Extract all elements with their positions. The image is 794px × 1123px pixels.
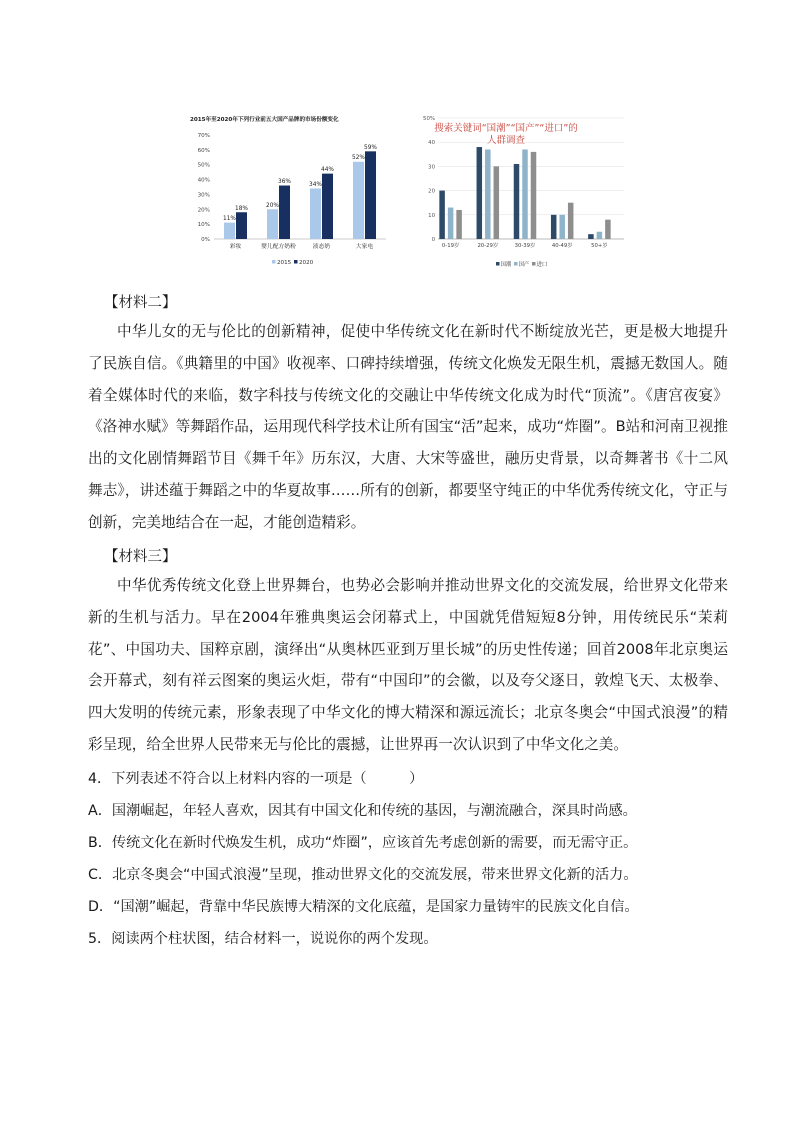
chart1-bar-2015 [224, 223, 235, 239]
chart1-bar-2020 [322, 174, 333, 239]
chart2-bar-进口 [605, 220, 611, 239]
chart1-legend-label: 2020 [299, 259, 314, 266]
question4-option-b: B．传统文化在新时代焕发生机，成功“炸圈”，应该首先考虑创新的需要，而无需守正。 [88, 835, 638, 851]
chart1-legend-label: 2015 [277, 259, 292, 266]
chart1-bar-2020 [236, 212, 247, 239]
chart2-category-label: 20-29岁 [477, 243, 499, 249]
chart2-bar-进口 [456, 210, 462, 239]
chart2-category-label: 0-19岁 [441, 243, 460, 249]
chart1-category-label: 婴儿配方奶粉 [261, 244, 296, 250]
chart1-ytick-label: 20% [197, 207, 210, 214]
chart1-value-label: 44% [321, 167, 334, 174]
chart2-bar-国潮 [439, 191, 445, 239]
question4-option-d: D．“国潮”崛起，背靠中华民族博大精深的文化底蕴，是国家力量铸牢的民族文化自信。 [88, 899, 639, 915]
chart1-legend-swatch [272, 260, 276, 264]
chart1-ytick-label: 10% [197, 222, 210, 229]
chart1-legend-swatch [294, 260, 298, 264]
chart2-bar-进口 [494, 166, 500, 239]
chart1-bar-2015 [267, 209, 278, 239]
material2-heading: 【材料二】 [104, 295, 177, 311]
question4-stem: 4．下列表述不符合以上材料内容的一项是（ ） [88, 771, 424, 787]
chart1-value-label: 36% [278, 179, 291, 186]
chart2-legend-swatch [532, 262, 536, 266]
chart2-legend-label: 进口 [536, 261, 548, 268]
material3-paragraph: 中华优秀传统文化登上世界舞台，也势必会影响并推动世界文化的交流发展，给世界文化带来新的生机与活力。早在2004年雅典奥运会闭幕式上，中国就凭借短短8分钟，用传统民乐“茉莉花”、中国功夫、国粹京剧，演绎出“从奥林匹亚到万里长城”的历史性传递；回首2008年北京奥运会开幕式，刻有祥云图案的奥运火炬，带有“中国印”的会徽，以及夸父逐日，敦煌飞天、太极拳、四大发明的传统元素，形象表现了中华文化的博大精深和源远流长；北京冬奥会“中国式浪漫”的精彩呈现，给全世界人民带来无与伦比的震撼，让世界再一次认识到了中华文化之美。 [88, 577, 728, 753]
chart1-bar-2020 [279, 186, 290, 239]
chart1-value-label: 34% [309, 181, 322, 188]
chart2-bar-国潮 [588, 234, 594, 239]
chart2-ytick-label: 10 [428, 212, 435, 219]
search-keyword-bar-chart [418, 110, 626, 272]
chart1-category-label: 液态奶 [312, 244, 331, 250]
chart1-ytick-label: 70% [197, 133, 210, 139]
chart2-ytick-label: 50% [423, 116, 435, 122]
chart2-ytick-label: 0 [431, 237, 435, 243]
question5-stem: 5．阅读两个柱状图，结合材料一，说说你的两个发现。 [88, 931, 438, 947]
chart2-bar-进口 [568, 203, 574, 239]
material3-heading: 【材料三】 [104, 549, 177, 565]
chart2-bar-国产 [559, 215, 565, 239]
chart2-category-label: 30-39岁 [514, 243, 536, 249]
chart2-legend-label: 国产 [518, 261, 530, 268]
chart1-title: 2015年至2020年下列行业前五大国产品牌的市场份额变化 [190, 117, 339, 123]
chart2-bar-国产 [448, 208, 454, 239]
chart1-category-label: 大家电 [355, 244, 374, 250]
chart2-ytick-label: 20 [428, 188, 435, 195]
chart1-value-label: 11% [223, 216, 236, 223]
chart1-value-label: 52% [352, 155, 365, 162]
chart2-title-line2: 人群调查 [486, 135, 526, 146]
chart1-value-label: 59% [364, 144, 377, 151]
chart1-category-label: 彩妆 [229, 244, 242, 250]
chart1-bar-2020 [365, 151, 376, 239]
brand-share-bar-chart [188, 110, 396, 272]
chart1-ytick-label: 40% [197, 177, 210, 184]
chart1-bar-2015 [310, 188, 321, 239]
material2-paragraph: 中华儿女的无与伦比的创新精神，促使中华传统文化在新时代不断绽放光芒，更是极大地提升了民族自信。《典籍里的中国》收视率、口碑持续增强，传统文化焕发无限生机，震撼无数国人。随着全媒体时代的来临，数字科技与传统文化的交融让中华传统文化成为时代“顶流”。《唐宫夜宴》《洛神水赋》等舞蹈作品，运用现代科学技术让所有国宝“活”起来，成功“炸圈”。B站和河南卫视推出的文化剧情舞蹈节目《舞千年》历东汉，大唐、大宋等盛世，融历史背景，以奇舞著书《十二风舞志》，讲述蕴于舞蹈之中的华夏故事……所有的创新，都要坚守纯正的中华优秀传统文化，守正与创新，完美地结合在一起，才能创造精彩。 [88, 323, 728, 531]
chart2-bar-国产 [597, 232, 603, 239]
question4-option-c: C．北京冬奥会“中国式浪漫”呈现，推动世界文化的交流发展，带来世界文化新的活力。 [88, 867, 638, 883]
chart1-ytick-label: 0% [201, 237, 210, 243]
chart1-ytick-label: 30% [197, 192, 210, 199]
chart2-title-line1: 搜索关键词“国潮”“国产”“进口”的 [434, 123, 578, 134]
chart2-legend-swatch [496, 262, 500, 266]
chart2-ytick-label: 30 [428, 164, 435, 171]
chart2-legend-label: 国潮 [500, 261, 512, 268]
chart1-value-label: 18% [235, 205, 248, 212]
chart2-bar-国潮 [477, 147, 483, 239]
chart1-value-label: 20% [266, 202, 279, 209]
chart2-bar-国潮 [551, 215, 557, 239]
chart2-legend-swatch [514, 262, 518, 266]
chart1-bar-2015 [353, 162, 364, 239]
chart2-category-label: 50+岁 [591, 243, 608, 249]
chart2-category-label: 40-49岁 [551, 243, 573, 249]
question4-option-a: A．国潮崛起，年轻人喜欢，因其有中国文化和传统的基因，与潮流融合，深具时尚感。 [88, 803, 637, 819]
chart2-ytick-label: 40 [428, 140, 435, 147]
chart2-bar-国产 [485, 149, 491, 239]
chart1-ytick-label: 60% [197, 147, 210, 154]
chart1-ytick-label: 50% [197, 162, 210, 169]
chart2-bar-国产 [522, 149, 528, 239]
chart2-bar-进口 [531, 152, 537, 239]
chart2-bar-国潮 [514, 164, 520, 239]
